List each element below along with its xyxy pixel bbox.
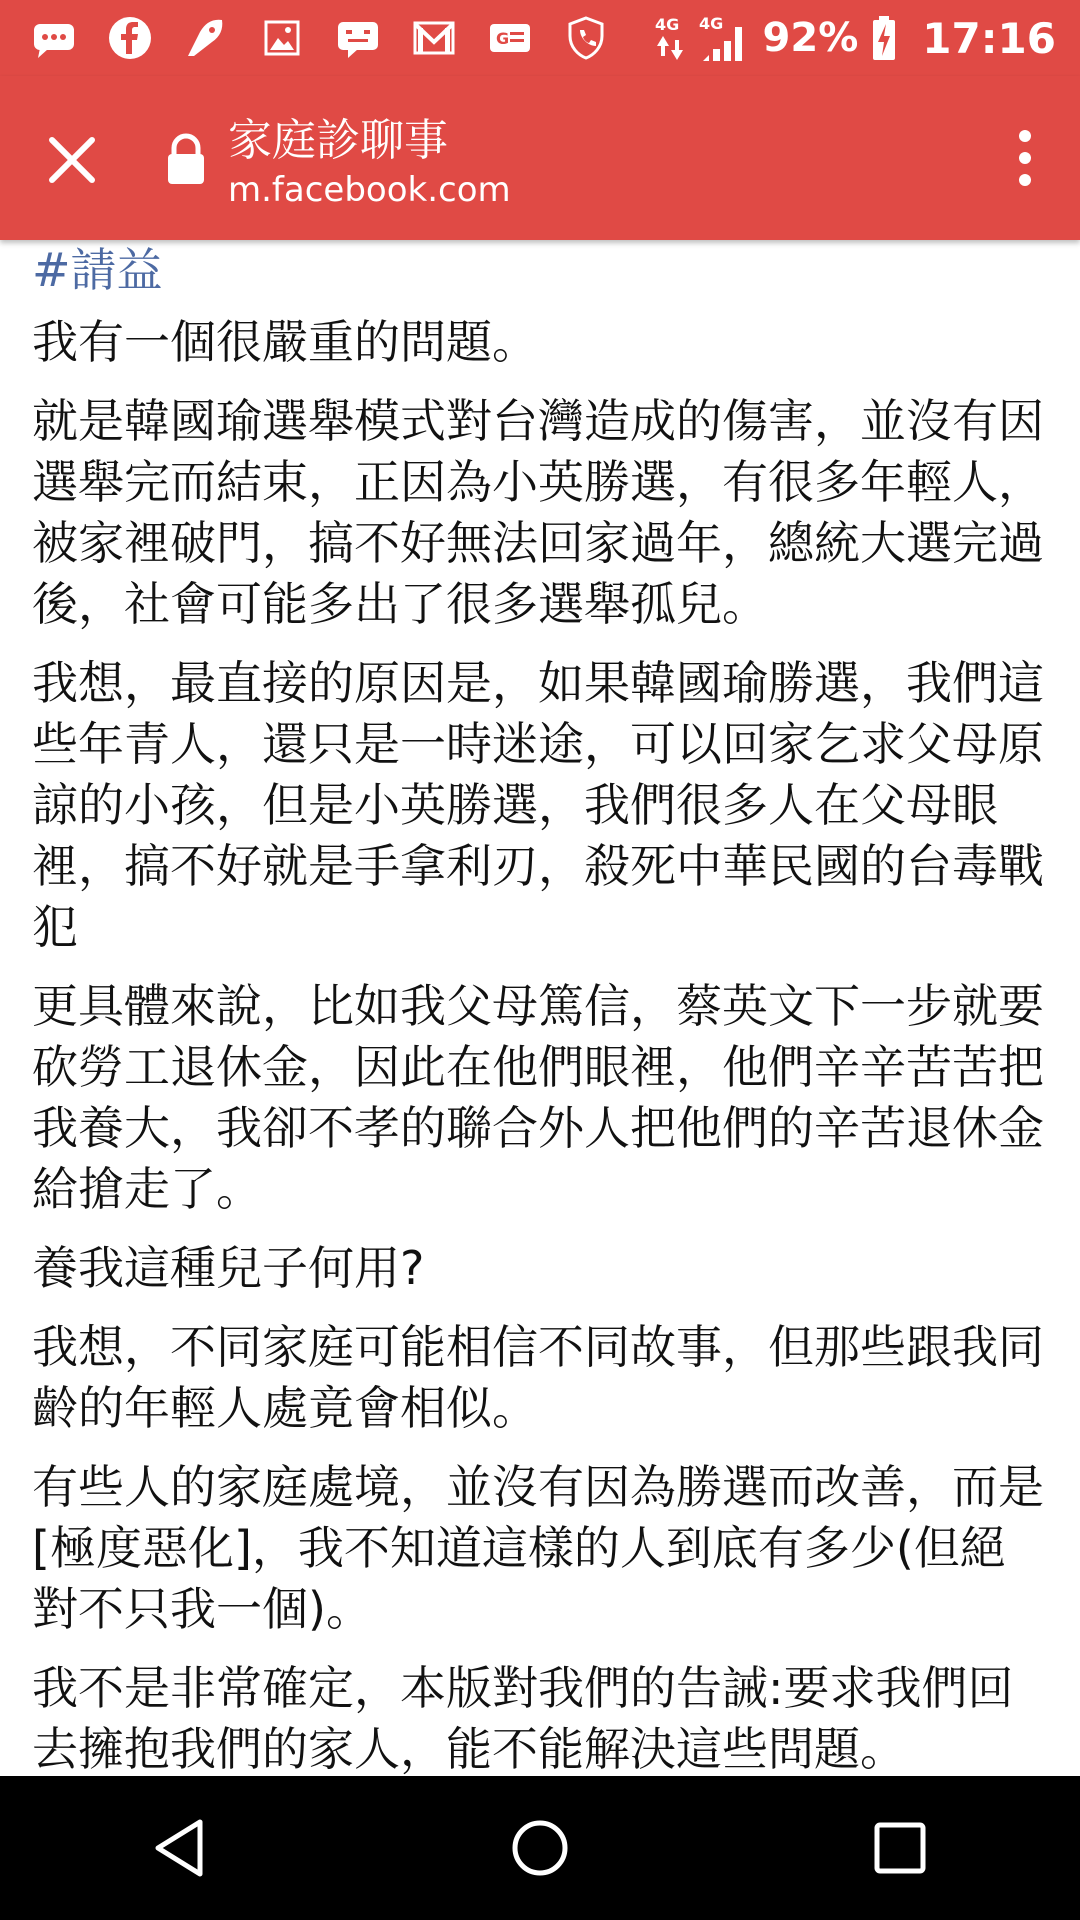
facebook-icon — [104, 12, 156, 64]
page-url[interactable]: m.facebook.com — [228, 170, 511, 210]
battery-percent: 92% — [762, 15, 859, 61]
notification-icons — [28, 12, 612, 64]
post-paragraph: 更具體來說，比如我父母篤信，蔡英文下一步就要砍勞工退休金，因此在他們眼裡，他們辛辛苦苦把我養大，我卻不孝的聯合外人把他們的辛苦退休金給搶走了。 — [32, 979, 1044, 1216]
post-paragraph: 我想，最直接的原因是，如果韓國瑜勝選，我們這些年青人，還只是一時迷途，可以回家乞求父母原諒的小孩，但是小英勝選，我們很多人在父母眼裡，搞不好就是手拿利刃，殺死中華民國的台毒戰犯 — [32, 656, 1044, 954]
svg-text:4G: 4G — [654, 15, 679, 34]
post-paragraph: 養我這種兒子何用? — [32, 1241, 425, 1295]
gmail-icon — [408, 12, 460, 64]
messages-icon — [28, 12, 80, 64]
lock-icon — [164, 132, 208, 186]
home-circle-icon — [504, 1812, 576, 1884]
pen-icon — [180, 12, 232, 64]
close-icon — [40, 128, 104, 192]
back-button[interactable] — [120, 1788, 240, 1908]
clock: 17:16 — [922, 13, 1056, 63]
post-paragraph: 就是韓國瑜選舉模式對台灣造成的傷害，並沒有因選舉完而結束，正因為小英勝選，有很多年輕人，被家裡破門，搞不好無法回家過年，總統大選完過後，社會可能多出了很多選舉孤兒。 — [32, 394, 1044, 631]
image-icon — [256, 12, 308, 64]
svg-text:4G: 4G — [698, 14, 723, 33]
recents-square-icon — [864, 1812, 936, 1884]
post-paragraph: 我不是非常確定，本版對我們的告誡:要求我們回去擁抱我們的家人，能不能解決這些問題。 — [32, 1661, 1014, 1776]
network-indicator-1 — [655, 14, 685, 62]
more-options-button[interactable] — [1000, 122, 1050, 194]
home-button[interactable] — [480, 1788, 600, 1908]
back-triangle-icon — [144, 1812, 216, 1884]
network-indicator-2 — [699, 13, 749, 63]
status-bar — [0, 0, 1080, 76]
shield-phone-icon — [560, 12, 612, 64]
close-button[interactable] — [40, 128, 104, 192]
hashtag-link[interactable]: #請益 — [32, 243, 163, 297]
data-arrows-icon — [655, 14, 685, 62]
page-title: 家庭診聊事 — [228, 115, 448, 166]
signal-icon — [699, 13, 749, 63]
post-paragraph: 有些人的家庭處境，並沒有因為勝選而改善，而是[極度惡化]，我不知道這樣的人到底有多少(但絕對不只我一個)。 — [32, 1460, 1044, 1636]
id-card-icon — [484, 12, 536, 64]
browser-toolbar — [0, 76, 1080, 240]
battery-charging-icon — [872, 16, 896, 60]
chat-icon — [332, 12, 384, 64]
post-paragraph: 我想，不同家庭可能相信不同故事，但那些跟我同齡的年輕人處竟會相似。 — [32, 1320, 1044, 1435]
recents-button[interactable] — [840, 1788, 960, 1908]
system-indicators — [655, 13, 1056, 63]
more-vert-icon — [1015, 126, 1035, 190]
post-content — [0, 240, 1080, 1776]
post-paragraph: 我有一個很嚴重的問題。 — [32, 315, 538, 369]
navigation-bar — [0, 1776, 1080, 1920]
svg-text:G: G — [496, 29, 510, 48]
